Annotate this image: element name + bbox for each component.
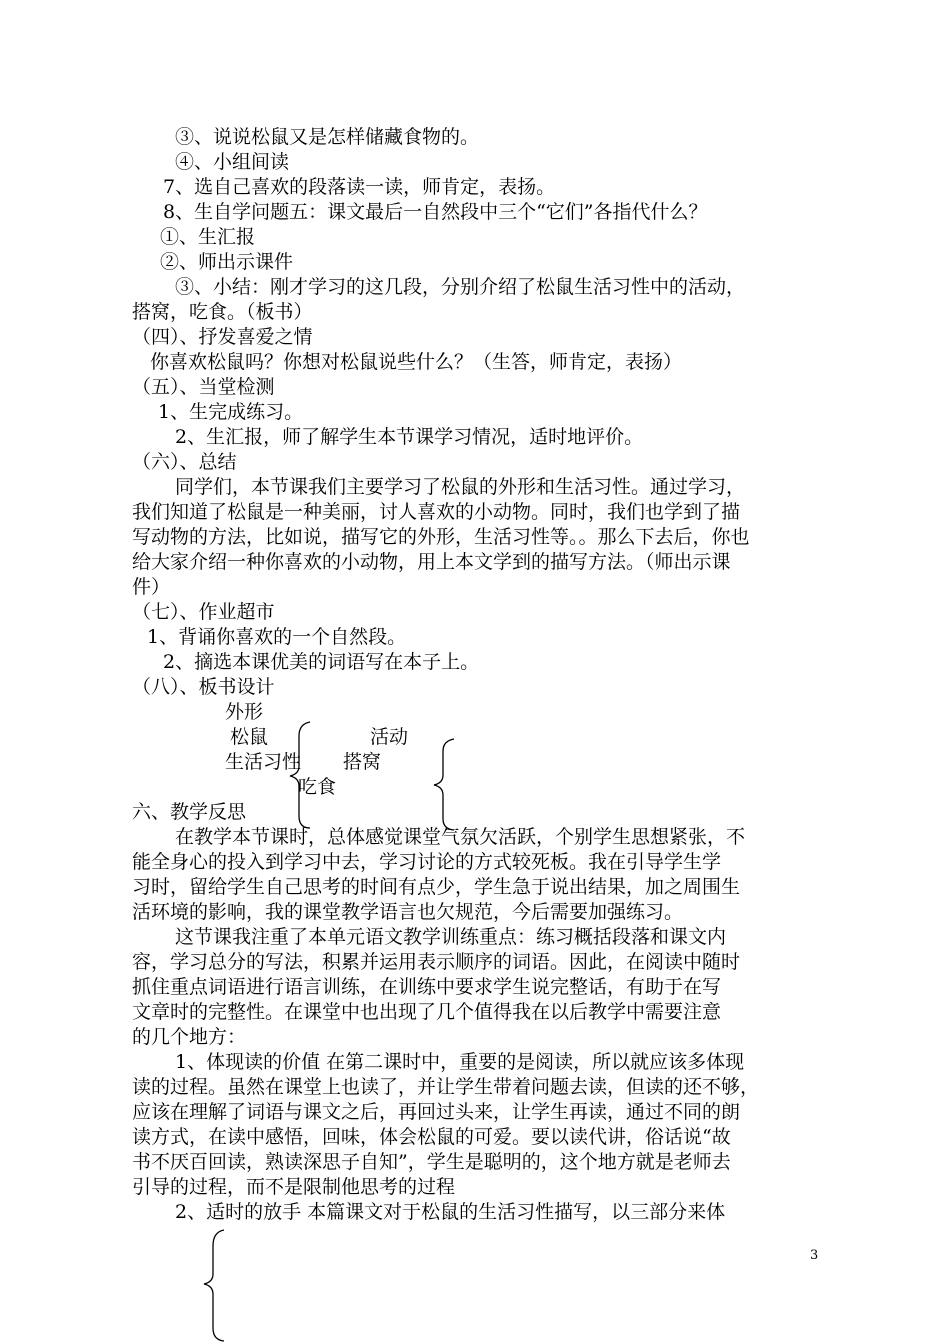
text-line: 8、生自学问题五：课文最后一自然段中三个“它们”各指代什么？ bbox=[163, 201, 708, 223]
section-heading: （八）、板书设计 bbox=[132, 676, 275, 698]
text-line: ③、说说松鼠又是怎样储藏食物的。 bbox=[175, 126, 480, 148]
text-line: 1、生完成练习。 bbox=[158, 401, 304, 423]
text-line: 读方式，在读中感悟，回味，体会松鼠的可爱。要以读代讲，俗话说“故 bbox=[132, 1126, 731, 1148]
text-line: 的几个地方： bbox=[132, 1026, 247, 1048]
section-heading: （七）、作业超市 bbox=[132, 601, 275, 623]
text-line: 给大家介绍一种你喜欢的小动物，用上本文学到的描写方法。（师出示课 bbox=[132, 551, 731, 573]
text-line: 应该在理解了词语与课文之后，再回过头来，让学生再读，通过不同的朗 bbox=[132, 1101, 741, 1123]
text-line: 书不厌百回读，熟读深思子自知”，学生是聪明的，这个地方就是老师去 bbox=[132, 1151, 731, 1173]
text-line: 同学们，本节课我们主要学习了松鼠的外形和生活习性。通过学习， bbox=[175, 476, 746, 498]
text-line: 容，学习总分的写法，积累并运用表示顺序的词语。因此，在阅读中随时 bbox=[132, 951, 741, 973]
text-line: 件） bbox=[132, 576, 171, 598]
text-line: 习时，留给学生自己思考的时间有点少，学生急于说出结果，加之周围生 bbox=[132, 876, 741, 898]
board-item-habits: 生活习性 bbox=[225, 751, 302, 773]
section-heading: （四）、抒发喜爱之情 bbox=[132, 326, 313, 348]
text-line: 写动物的方法，比如说，描写它的外形，生活习性等。。那么下去后，你也 bbox=[132, 526, 750, 548]
text-line: 7、选自己喜欢的段落读一读，师肯定，表扬。 bbox=[163, 176, 556, 198]
text-line: 能全身心的投入到学习中去，学习讨论的方式较死板。我在引导学生学 bbox=[132, 851, 722, 873]
text-line: 2、摘选本课优美的词语写在本子上。 bbox=[163, 651, 480, 673]
text-line: 在教学本节课时，总体感觉课堂气氛欠活跃，个别学生思想紧张，不 bbox=[175, 826, 746, 848]
section-heading: 六、教学反思 bbox=[132, 801, 247, 823]
board-item-nest: 搭窝 bbox=[343, 751, 382, 773]
text-line: ③、小结：刚才学习的这几段，分别介绍了松鼠生活习性中的活动， bbox=[175, 276, 746, 298]
text-line: ①、生汇报 bbox=[160, 226, 256, 248]
section-heading: （五）、当堂检测 bbox=[132, 376, 275, 398]
text-line: 我们知道了松鼠是一种美丽，讨人喜欢的小动物。同时，我们也学到了描 bbox=[132, 501, 741, 523]
brace-icon bbox=[286, 720, 316, 830]
text-line: 1、背诵你喜欢的一个自然段。 bbox=[147, 626, 407, 648]
text-line: 2、生汇报，师了解学生本节课学习情况，适时地评价。 bbox=[175, 426, 644, 448]
text-line: 文章时的完整性。在课堂中也出现了几个值得我在以后教学中需要注意 bbox=[132, 1001, 722, 1023]
text-line: 活环境的影响，我的课堂教学语言也欠规范，今后需要加强练习。 bbox=[132, 901, 684, 923]
text-line: 读的过程。虽然在课堂上也读了，并让学生带着问题去读，但读的还不够， bbox=[132, 1076, 760, 1098]
text-line: 引导的过程，而不是限制他思考的过程 bbox=[132, 1176, 456, 1198]
board-item-activity: 活动 bbox=[370, 726, 409, 748]
board-item-food: 吃食 bbox=[298, 776, 337, 798]
text-line: 你喜欢松鼠吗？你想对松鼠说些什么？（生答，师肯定，表扬） bbox=[150, 351, 683, 373]
section-heading: （六）、总结 bbox=[132, 451, 237, 473]
board-item-squirrel: 松鼠 bbox=[230, 726, 269, 748]
text-line: ④、小组间读 bbox=[175, 151, 290, 173]
text-line: 搭窝，吃食。（板书） bbox=[132, 301, 313, 323]
brace-icon bbox=[430, 737, 460, 832]
text-line: ②、师出示课件 bbox=[160, 251, 294, 273]
text-line: 抓住重点词语进行语言训练，在训练中要求学生说完整话，有助于在写 bbox=[132, 976, 722, 998]
board-item-appearance: 外形 bbox=[225, 701, 264, 723]
text-line: 这节课我注重了本单元语文教学训练重点：练习概括段落和课文内 bbox=[175, 926, 727, 948]
brace-icon bbox=[200, 1228, 230, 1342]
page-number: 3 bbox=[810, 1248, 819, 1263]
text-line: 2、适时的放手 本篇课文对于松鼠的生活习性描写，以三部分来体 bbox=[175, 1201, 726, 1223]
text-line: 1、体现读的价值 在第二课时中，重要的是阅读，所以就应该多体现 bbox=[175, 1051, 745, 1073]
